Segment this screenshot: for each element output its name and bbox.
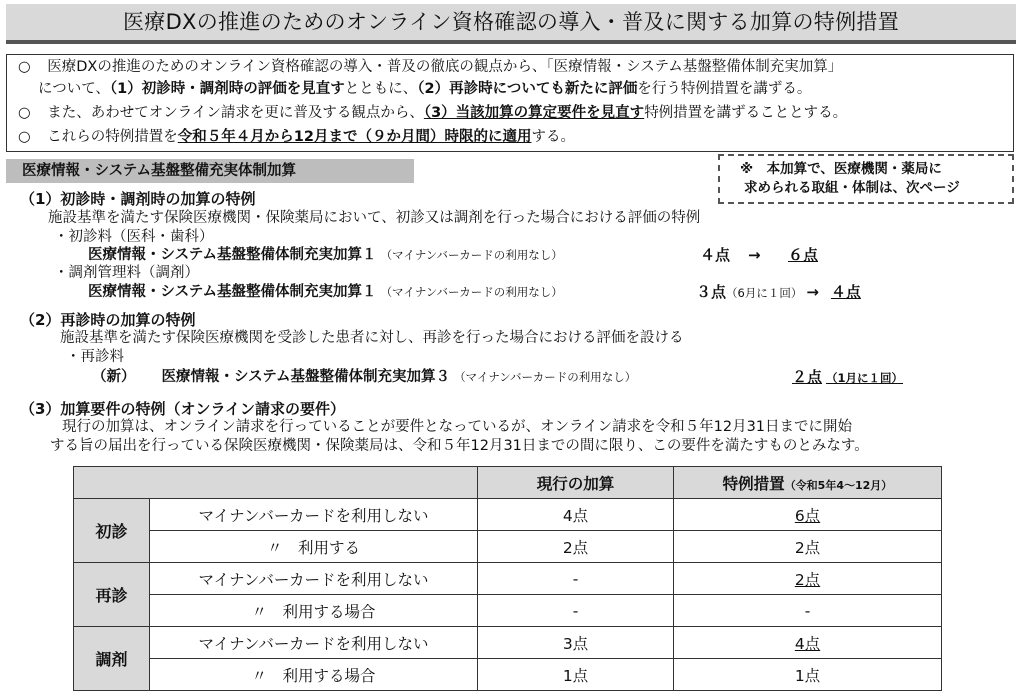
row-item-label: 〃 利用する場合 [150, 595, 478, 627]
row-item-label: 〃 利用する場合 [150, 659, 478, 691]
s2-item1-value [792, 367, 903, 388]
intro-text-3a: また、あわせてオンライン請求を更に普及する観点から、 [47, 105, 424, 121]
s1-item2-name: 医療情報・システム基盤整備体制充実加算１ [88, 284, 377, 300]
s1-item1-name: 医療情報・システム基盤整備体制充実加算１ [88, 247, 377, 263]
col-header-current: 現行の加算 [478, 467, 674, 499]
row-group-label: 初診 [74, 499, 150, 563]
s2-heading: （2）再診時の加算の特例 [20, 311, 196, 329]
cell-current: 3点 [478, 627, 674, 659]
s1-item2-note: （マイナンバーカードの利用なし） [380, 285, 563, 299]
s2-item1: ・再診料 [66, 349, 124, 365]
table-row [74, 499, 942, 531]
s1-item1-line [88, 245, 563, 265]
arrow-icon: → [806, 283, 819, 301]
s3-desc-2: する旨の届出を行っている保険医療機関・保険薬局は、令和５年12月31日までの間に限り、この要件を満たすものとみなす。 [50, 438, 869, 454]
s2-desc: 施設基準を満たす保険医療機関を受診した患者に対し、再診を行った場合における評価を設ける [60, 330, 684, 346]
cell-current: 2点 [478, 531, 674, 563]
intro-emph-2: （2）再診時についても新たに評価 [417, 81, 638, 97]
s2-item1-val: ２点 [792, 368, 823, 386]
intro-line-2 [38, 79, 811, 99]
new-badge: （新） [92, 369, 136, 385]
cell-current: - [478, 563, 674, 595]
page-title: 医療DXの推進のためのオンライン資格確認の導入・普及に関する加算の特例措置 [122, 10, 900, 34]
s1-item1-note: （マイナンバーカードの利用なし） [380, 248, 563, 262]
s1-item2-freq: （6月に１回） [726, 286, 803, 300]
title-underline [6, 40, 1016, 44]
s1-item1-from: ４点 [700, 246, 731, 264]
col-header-special-label: 特例措置 [722, 474, 785, 493]
s1-item2-line [88, 282, 563, 302]
row-item-label: マイナンバーカードを利用しない [150, 627, 478, 659]
s1-heading: （1）初診時・調剤時の加算の特例 [20, 190, 256, 208]
col-header-special [674, 467, 942, 499]
intro-emph-1: （1）初診時・調剤時の評価を見直す [109, 81, 345, 97]
s1-item1-to: ６点 [788, 246, 819, 264]
comparison-table [73, 466, 942, 691]
table-row [74, 595, 942, 627]
s3-desc-1: 現行の加算は、オンライン請求を行っていることが要件となっているが、オンライン請求を令和５年12月31日までに開始 [62, 419, 853, 435]
bullet-icon: ○ [18, 59, 31, 75]
cell-current: 4点 [478, 499, 674, 531]
s1-item2-val [696, 282, 861, 303]
note-line-1: ※ 本加算で、医療機関・薬局に [740, 161, 942, 177]
cell-current: 1点 [478, 659, 674, 691]
row-item-label: 〃 利用する [150, 531, 478, 563]
section-title: 医療情報・システム基盤整備充実体制加算 [22, 163, 297, 179]
note-line-2: 求められる取組・体制は、次ページ [744, 180, 960, 196]
intro-line-4 [18, 127, 575, 147]
cell-special: 4点 [674, 627, 942, 659]
row-group-label: 調剤 [74, 627, 150, 691]
intro-emph-3: （3）当該加算の算定要件を見直す [423, 105, 645, 121]
intro-text-2c: を行う特例措置を講ずる。 [637, 81, 812, 97]
s1-item2: ・調剤管理料（調剤） [54, 265, 199, 281]
bullet-icon: ○ [18, 129, 31, 145]
table-row [74, 531, 942, 563]
table-header-row [74, 467, 942, 499]
col-header-special-note: （令和5年4～12月） [784, 478, 893, 492]
intro-text-4b: する。 [531, 129, 575, 145]
s3-heading: （3）加算要件の特例（オンライン請求の要件） [20, 400, 345, 418]
intro-text-2b: とともに、 [344, 81, 418, 97]
s1-item2-to: ４点 [830, 283, 861, 301]
arrow-icon: → [748, 246, 761, 264]
table-row [74, 627, 942, 659]
table-row [74, 659, 942, 691]
s1-item2-from: ３点 [696, 283, 727, 301]
row-group-label: 再診 [74, 563, 150, 627]
intro-line-1 [18, 57, 842, 77]
s2-item1-line [92, 367, 636, 387]
s2-item1-note: （マイナンバーカードの利用なし） [454, 370, 637, 384]
intro-text-2a: について、 [38, 81, 110, 97]
table-corner-header [74, 467, 478, 499]
s1-desc: 施設基準を満たす保険医療機関・保険薬局において、初診又は調剤を行った場合における評価の特例 [48, 210, 701, 226]
cell-special: 2点 [674, 563, 942, 595]
cell-special: 1点 [674, 659, 942, 691]
intro-text-1: 医療DXの推進のためのオンライン資格確認の導入・普及の徹底の観点から、「医療情報・システム基盤整備体制充実加算」 [47, 59, 843, 75]
cell-current: - [478, 595, 674, 627]
intro-text-3b: 特例措置を講ずることとする。 [644, 105, 848, 121]
bullet-icon: ○ [18, 105, 31, 121]
cell-special: 2点 [674, 531, 942, 563]
intro-emph-4: 令和５年４月から12月まで（９か月間）時限的に適用 [177, 129, 532, 145]
table-row [74, 563, 942, 595]
s1-item1: ・初診料（医科・歯科） [54, 229, 214, 245]
intro-text-4a: これらの特例措置を [47, 129, 178, 145]
row-item-label: マイナンバーカードを利用しない [150, 563, 478, 595]
cell-special: 6点 [674, 499, 942, 531]
s2-item1-freq: （1月に１回） [826, 371, 904, 385]
s2-item1-name: 医療情報・システム基盤整備体制充実加算３ [161, 369, 451, 385]
intro-line-3 [18, 103, 847, 123]
cell-special: - [674, 595, 942, 627]
row-item-label: マイナンバーカードを利用しない [150, 499, 478, 531]
